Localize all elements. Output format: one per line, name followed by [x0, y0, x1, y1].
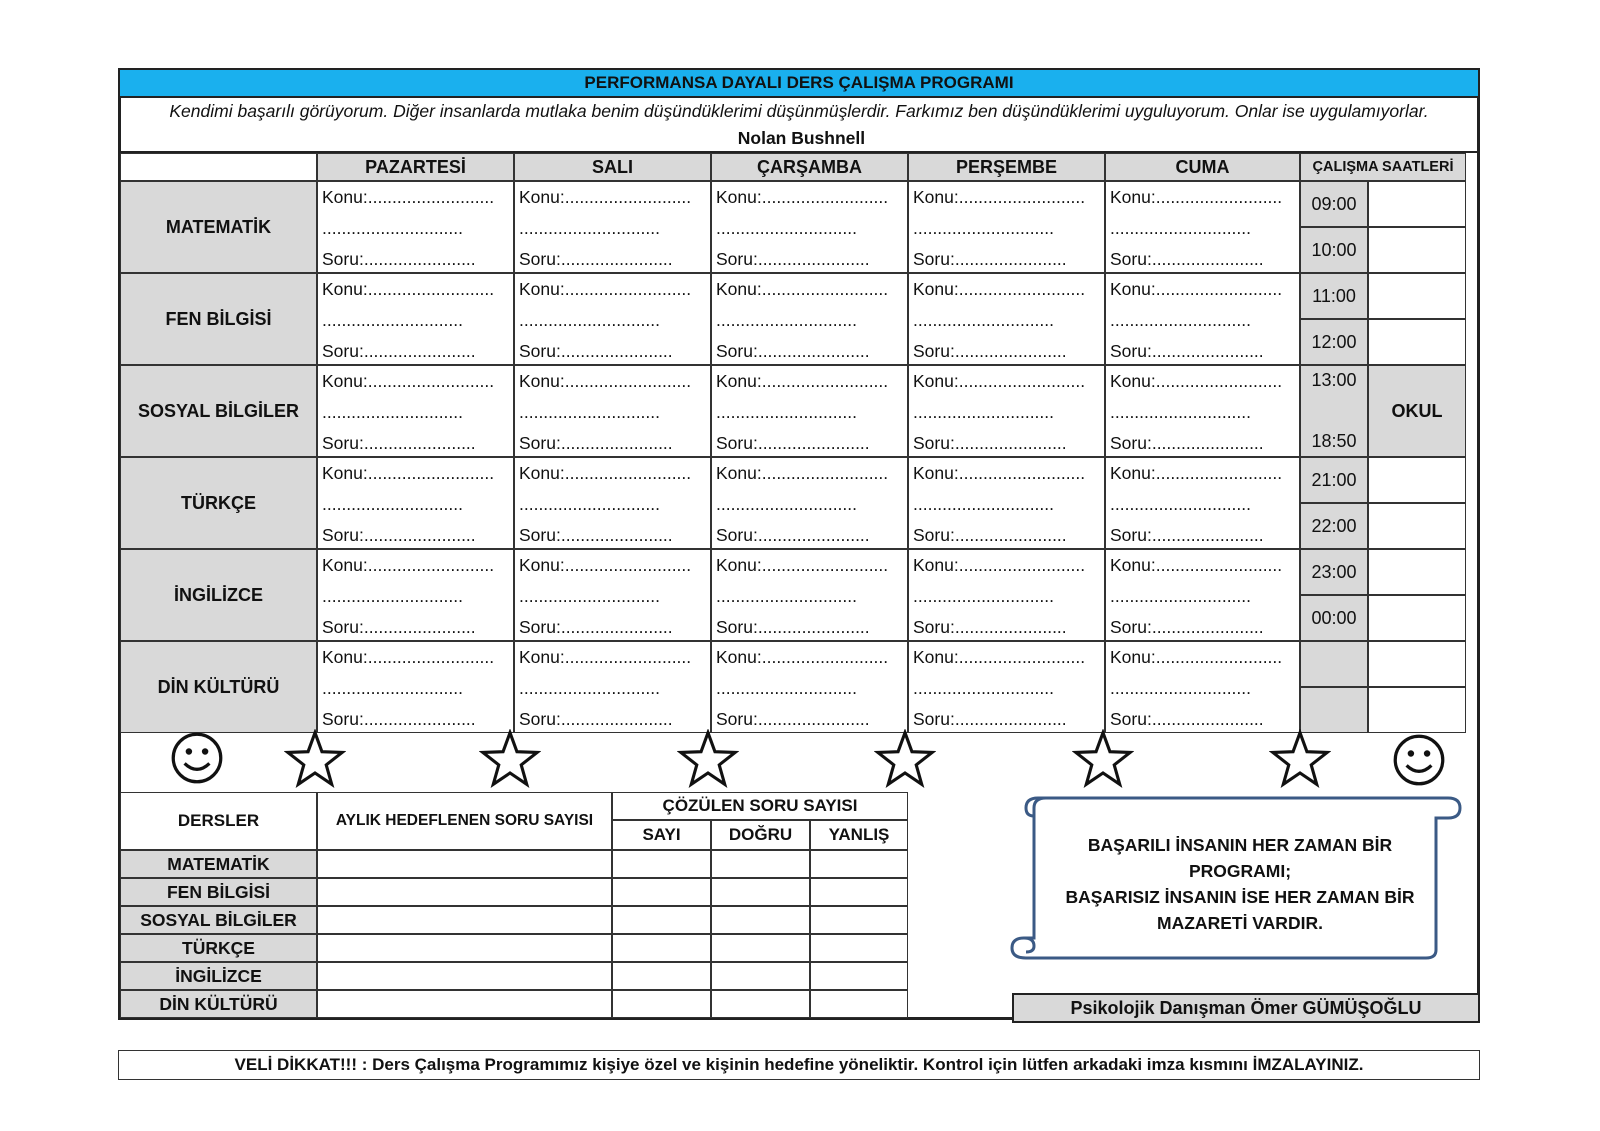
quote	[120, 98, 1478, 153]
summary-input-cell[interactable]	[711, 878, 810, 906]
slot-dots: .............................	[519, 494, 660, 514]
summary-input-cell[interactable]	[711, 906, 810, 934]
slot-dots: .............................	[519, 678, 660, 698]
slot-konu: Konu:..........................	[716, 371, 889, 391]
summary-input-cell[interactable]	[612, 962, 711, 990]
summary-subject: DİN KÜLTÜRÜ	[120, 990, 317, 1018]
slot-soru: Soru:.......................	[322, 525, 476, 545]
study-slot[interactable]	[711, 641, 908, 733]
slot-konu: Konu:..........................	[913, 463, 1086, 483]
study-slot[interactable]	[317, 641, 514, 733]
study-slot[interactable]	[317, 549, 514, 641]
study-slot[interactable]	[1105, 549, 1300, 641]
study-slot[interactable]	[1105, 457, 1300, 549]
slot-soru: Soru:.......................	[1110, 341, 1264, 361]
slot-soru: Soru:.......................	[519, 525, 673, 545]
slot-konu: Konu:..........................	[1110, 187, 1283, 207]
day-header: SALI	[514, 153, 711, 181]
study-slot[interactable]	[514, 457, 711, 549]
subject-label: FEN BİLGİSİ	[120, 273, 317, 365]
slot-konu: Konu:..........................	[1110, 371, 1283, 391]
study-slot[interactable]	[317, 273, 514, 365]
study-slot[interactable]	[908, 181, 1105, 273]
slot-konu: Konu:..........................	[913, 279, 1086, 299]
summary-input-cell[interactable]	[810, 962, 908, 990]
slot-dots: .............................	[913, 218, 1054, 238]
parent-notice: VELİ DİKKAT!!! : Ders Çalışma Programımız kişiye özel ve kişinin hedefine yöneliktir. Kontrol için lütfen arkadaki imza kısmını İMZALAYINIZ.	[118, 1050, 1480, 1080]
summary-correct-header: DOĞRU	[711, 820, 810, 850]
slot-dots: .............................	[1110, 218, 1251, 238]
slot-dots: .............................	[913, 310, 1054, 330]
slot-soru: Soru:.......................	[322, 433, 476, 453]
time-range	[1300, 365, 1368, 457]
slot-dots: .............................	[1110, 494, 1251, 514]
day-header: CUMA	[1105, 153, 1300, 181]
slot-dots: .............................	[519, 402, 660, 422]
slot-soru: Soru:.......................	[716, 525, 870, 545]
star-icon	[874, 729, 936, 791]
motto-line-2: BAŞARISIZ İNSANIN İSE HER ZAMAN BİR MAZARETİ VARDIR.	[1065, 887, 1415, 933]
subject-label: SOSYAL BİLGİLER	[120, 365, 317, 457]
study-slot[interactable]	[514, 273, 711, 365]
study-slot[interactable]	[317, 181, 514, 273]
study-slot[interactable]	[1105, 181, 1300, 273]
slot-dots: .............................	[519, 310, 660, 330]
summary-solved-header: ÇÖZÜLEN SORU SAYISI	[612, 792, 908, 820]
slot-konu: Konu:..........................	[322, 555, 495, 575]
summary-subjects-header: DERSLER	[120, 792, 317, 850]
slot-dots: .............................	[322, 494, 463, 514]
slot-dots: .............................	[322, 678, 463, 698]
slot-konu: Konu:..........................	[519, 371, 692, 391]
study-slot[interactable]	[711, 549, 908, 641]
slot-soru: Soru:.......................	[519, 341, 673, 361]
study-slot[interactable]	[1105, 365, 1300, 457]
time-note-cell[interactable]	[1368, 641, 1466, 687]
slot-konu: Konu:..........................	[322, 647, 495, 667]
slot-soru: Soru:.......................	[1110, 617, 1264, 637]
slot-soru: Soru:.......................	[519, 249, 673, 269]
slot-konu: Konu:..........................	[716, 555, 889, 575]
summary-input-cell[interactable]	[317, 962, 612, 990]
study-slot[interactable]	[514, 549, 711, 641]
slot-dots: .............................	[519, 218, 660, 238]
slot-konu: Konu:..........................	[1110, 279, 1283, 299]
smiley-icon	[1392, 733, 1446, 787]
slot-konu: Konu:..........................	[322, 371, 495, 391]
slot-konu: Konu:..........................	[519, 279, 692, 299]
time-slot: 21:00	[1300, 457, 1368, 503]
slot-dots: .............................	[913, 678, 1054, 698]
slot-konu: Konu:..........................	[519, 187, 692, 207]
slot-konu: Konu:..........................	[322, 279, 495, 299]
time-end: 18:50	[1311, 431, 1357, 451]
time-note-cell[interactable]	[1368, 319, 1466, 365]
slot-soru: Soru:.......................	[716, 433, 870, 453]
subject-label: DİN KÜLTÜRÜ	[120, 641, 317, 733]
study-slot[interactable]	[908, 457, 1105, 549]
time-note-cell[interactable]	[1368, 595, 1466, 641]
time-note-cell[interactable]	[1368, 181, 1466, 227]
time-note-cell[interactable]	[1368, 687, 1466, 733]
slot-soru: Soru:.......................	[519, 617, 673, 637]
quote-author: Nolan Bushnell	[737, 128, 866, 148]
summary-input-cell[interactable]	[317, 934, 612, 962]
slot-soru: Soru:.......................	[1110, 709, 1264, 729]
slot-konu: Konu:..........................	[322, 463, 495, 483]
slot-dots: .............................	[322, 310, 463, 330]
summary-input-cell[interactable]	[711, 962, 810, 990]
time-start: 13:00	[1311, 370, 1357, 390]
summary-subject: İNGİLİZCE	[120, 962, 317, 990]
time-note-cell[interactable]	[1368, 503, 1466, 549]
motto-line-1: BAŞARILI İNSANIN HER ZAMAN BİR PROGRAMI;	[1087, 835, 1393, 881]
summary-subject: TÜRKÇE	[120, 934, 317, 962]
summary-input-cell[interactable]	[711, 990, 810, 1018]
slot-dots: .............................	[1110, 678, 1251, 698]
summary-input-cell[interactable]	[711, 934, 810, 962]
slot-dots: .............................	[716, 586, 857, 606]
summary-input-cell[interactable]	[317, 990, 612, 1018]
summary-input-cell[interactable]	[810, 850, 908, 878]
summary-input-cell[interactable]	[317, 850, 612, 878]
slot-dots: .............................	[716, 310, 857, 330]
summary-input-cell[interactable]	[810, 906, 908, 934]
slot-soru: Soru:.......................	[913, 433, 1067, 453]
summary-subject: FEN BİLGİSİ	[120, 878, 317, 906]
slot-konu: Konu:..........................	[913, 647, 1086, 667]
summary-input-cell[interactable]	[810, 990, 908, 1018]
slot-dots: .............................	[322, 218, 463, 238]
summary-count-header: SAYI	[612, 820, 711, 850]
slot-dots: .............................	[716, 218, 857, 238]
subject-label: İNGİLİZCE	[120, 549, 317, 641]
study-slot[interactable]	[514, 181, 711, 273]
time-slot: 23:00	[1300, 549, 1368, 595]
day-header: ÇARŞAMBA	[711, 153, 908, 181]
summary-input-cell[interactable]	[612, 934, 711, 962]
slot-soru: Soru:.......................	[1110, 433, 1264, 453]
study-slot[interactable]	[317, 457, 514, 549]
page-title: PERFORMANSA DAYALI DERS ÇALIŞMA PROGRAMI	[120, 70, 1478, 98]
summary-target-header: AYLIK HEDEFLENEN SORU SAYISI	[317, 792, 612, 850]
summary-input-cell[interactable]	[612, 990, 711, 1018]
star-icon	[284, 729, 346, 791]
study-slot[interactable]	[908, 365, 1105, 457]
time-slot: 11:00	[1300, 273, 1368, 319]
time-slot	[1300, 687, 1368, 733]
slot-konu: Konu:..........................	[519, 555, 692, 575]
slot-dots: .............................	[913, 494, 1054, 514]
corner-cell	[120, 153, 317, 181]
slot-soru: Soru:.......................	[322, 617, 476, 637]
slot-konu: Konu:..........................	[913, 371, 1086, 391]
summary-wrong-header: YANLIŞ	[810, 820, 908, 850]
study-slot[interactable]	[908, 641, 1105, 733]
school-label: OKUL	[1368, 365, 1466, 457]
slot-soru: Soru:.......................	[913, 617, 1067, 637]
summary-input-cell[interactable]	[317, 906, 612, 934]
time-note-cell[interactable]	[1368, 549, 1466, 595]
study-slot[interactable]	[711, 457, 908, 549]
time-slot: 10:00	[1300, 227, 1368, 273]
slot-dots: .............................	[322, 402, 463, 422]
time-note-cell[interactable]	[1368, 273, 1466, 319]
motto-text	[1042, 832, 1438, 936]
study-slot[interactable]	[711, 273, 908, 365]
slot-soru: Soru:.......................	[1110, 249, 1264, 269]
hours-header: ÇALIŞMA SAATLERİ	[1300, 153, 1466, 181]
slot-dots: .............................	[1110, 586, 1251, 606]
slot-konu: Konu:..........................	[519, 647, 692, 667]
slot-konu: Konu:..........................	[913, 187, 1086, 207]
summary-input-cell[interactable]	[612, 850, 711, 878]
slot-konu: Konu:..........................	[322, 187, 495, 207]
slot-soru: Soru:.......................	[519, 709, 673, 729]
subject-label: TÜRKÇE	[120, 457, 317, 549]
slot-soru: Soru:.......................	[322, 709, 476, 729]
slot-dots: .............................	[1110, 310, 1251, 330]
time-note-cell[interactable]	[1368, 227, 1466, 273]
slot-dots: .............................	[716, 402, 857, 422]
study-slot[interactable]	[514, 365, 711, 457]
time-slot	[1300, 641, 1368, 687]
study-slot[interactable]	[1105, 641, 1300, 733]
slot-soru: Soru:.......................	[913, 525, 1067, 545]
study-slot[interactable]	[317, 365, 514, 457]
star-icon	[677, 729, 739, 791]
slot-dots: .............................	[519, 586, 660, 606]
slot-soru: Soru:.......................	[716, 617, 870, 637]
time-note-cell[interactable]	[1368, 457, 1466, 503]
slot-konu: Konu:..........................	[716, 647, 889, 667]
star-icon	[1072, 729, 1134, 791]
slot-konu: Konu:..........................	[1110, 647, 1283, 667]
time-slot: 12:00	[1300, 319, 1368, 365]
slot-soru: Soru:.......................	[716, 709, 870, 729]
slot-soru: Soru:.......................	[322, 341, 476, 361]
study-slot[interactable]	[711, 365, 908, 457]
summary-input-cell[interactable]	[810, 934, 908, 962]
quote-text: Kendimi başarılı görüyorum. Diğer insanlarda mutlaka benim düşündüklerimi düşünmüşlerdir. Farkımız ben düşündüklerimi uyguluyorum. Onlar ise uygulamıyorlar.	[169, 101, 1429, 121]
slot-dots: .............................	[913, 586, 1054, 606]
slot-konu: Konu:..........................	[519, 463, 692, 483]
slot-soru: Soru:.......................	[322, 249, 476, 269]
study-slot[interactable]	[514, 641, 711, 733]
subject-label: MATEMATİK	[120, 181, 317, 273]
slot-dots: .............................	[322, 586, 463, 606]
star-icon	[1269, 729, 1331, 791]
slot-konu: Konu:..........................	[716, 279, 889, 299]
day-header: PERŞEMBE	[908, 153, 1105, 181]
study-slot[interactable]	[908, 549, 1105, 641]
study-slot[interactable]	[711, 181, 908, 273]
time-slot: 22:00	[1300, 503, 1368, 549]
study-slot[interactable]	[908, 273, 1105, 365]
summary-input-cell[interactable]	[810, 878, 908, 906]
slot-soru: Soru:.......................	[519, 433, 673, 453]
slot-konu: Konu:..........................	[913, 555, 1086, 575]
study-slot[interactable]	[1105, 273, 1300, 365]
summary-input-cell[interactable]	[612, 878, 711, 906]
slot-soru: Soru:.......................	[1110, 525, 1264, 545]
day-header: PAZARTESİ	[317, 153, 514, 181]
slot-dots: .............................	[913, 402, 1054, 422]
slot-dots: .............................	[716, 678, 857, 698]
summary-input-cell[interactable]	[612, 906, 711, 934]
slot-soru: Soru:.......................	[716, 249, 870, 269]
summary-subject: SOSYAL BİLGİLER	[120, 906, 317, 934]
time-slot: 09:00	[1300, 181, 1368, 227]
slot-dots: .............................	[1110, 402, 1251, 422]
smiley-icon	[170, 731, 224, 785]
star-icon	[479, 729, 541, 791]
summary-input-cell[interactable]	[711, 850, 810, 878]
slot-soru: Soru:.......................	[913, 249, 1067, 269]
signature-bar: Psikolojik Danışman Ömer GÜMÜŞOĞLU	[1012, 993, 1480, 1023]
slot-konu: Konu:..........................	[716, 187, 889, 207]
slot-soru: Soru:.......................	[716, 341, 870, 361]
summary-input-cell[interactable]	[317, 878, 612, 906]
time-slot: 00:00	[1300, 595, 1368, 641]
slot-soru: Soru:.......................	[913, 341, 1067, 361]
slot-konu: Konu:..........................	[716, 463, 889, 483]
slot-dots: .............................	[716, 494, 857, 514]
slot-konu: Konu:..........................	[1110, 555, 1283, 575]
slot-konu: Konu:..........................	[1110, 463, 1283, 483]
summary-subject: MATEMATİK	[120, 850, 317, 878]
slot-soru: Soru:.......................	[913, 709, 1067, 729]
